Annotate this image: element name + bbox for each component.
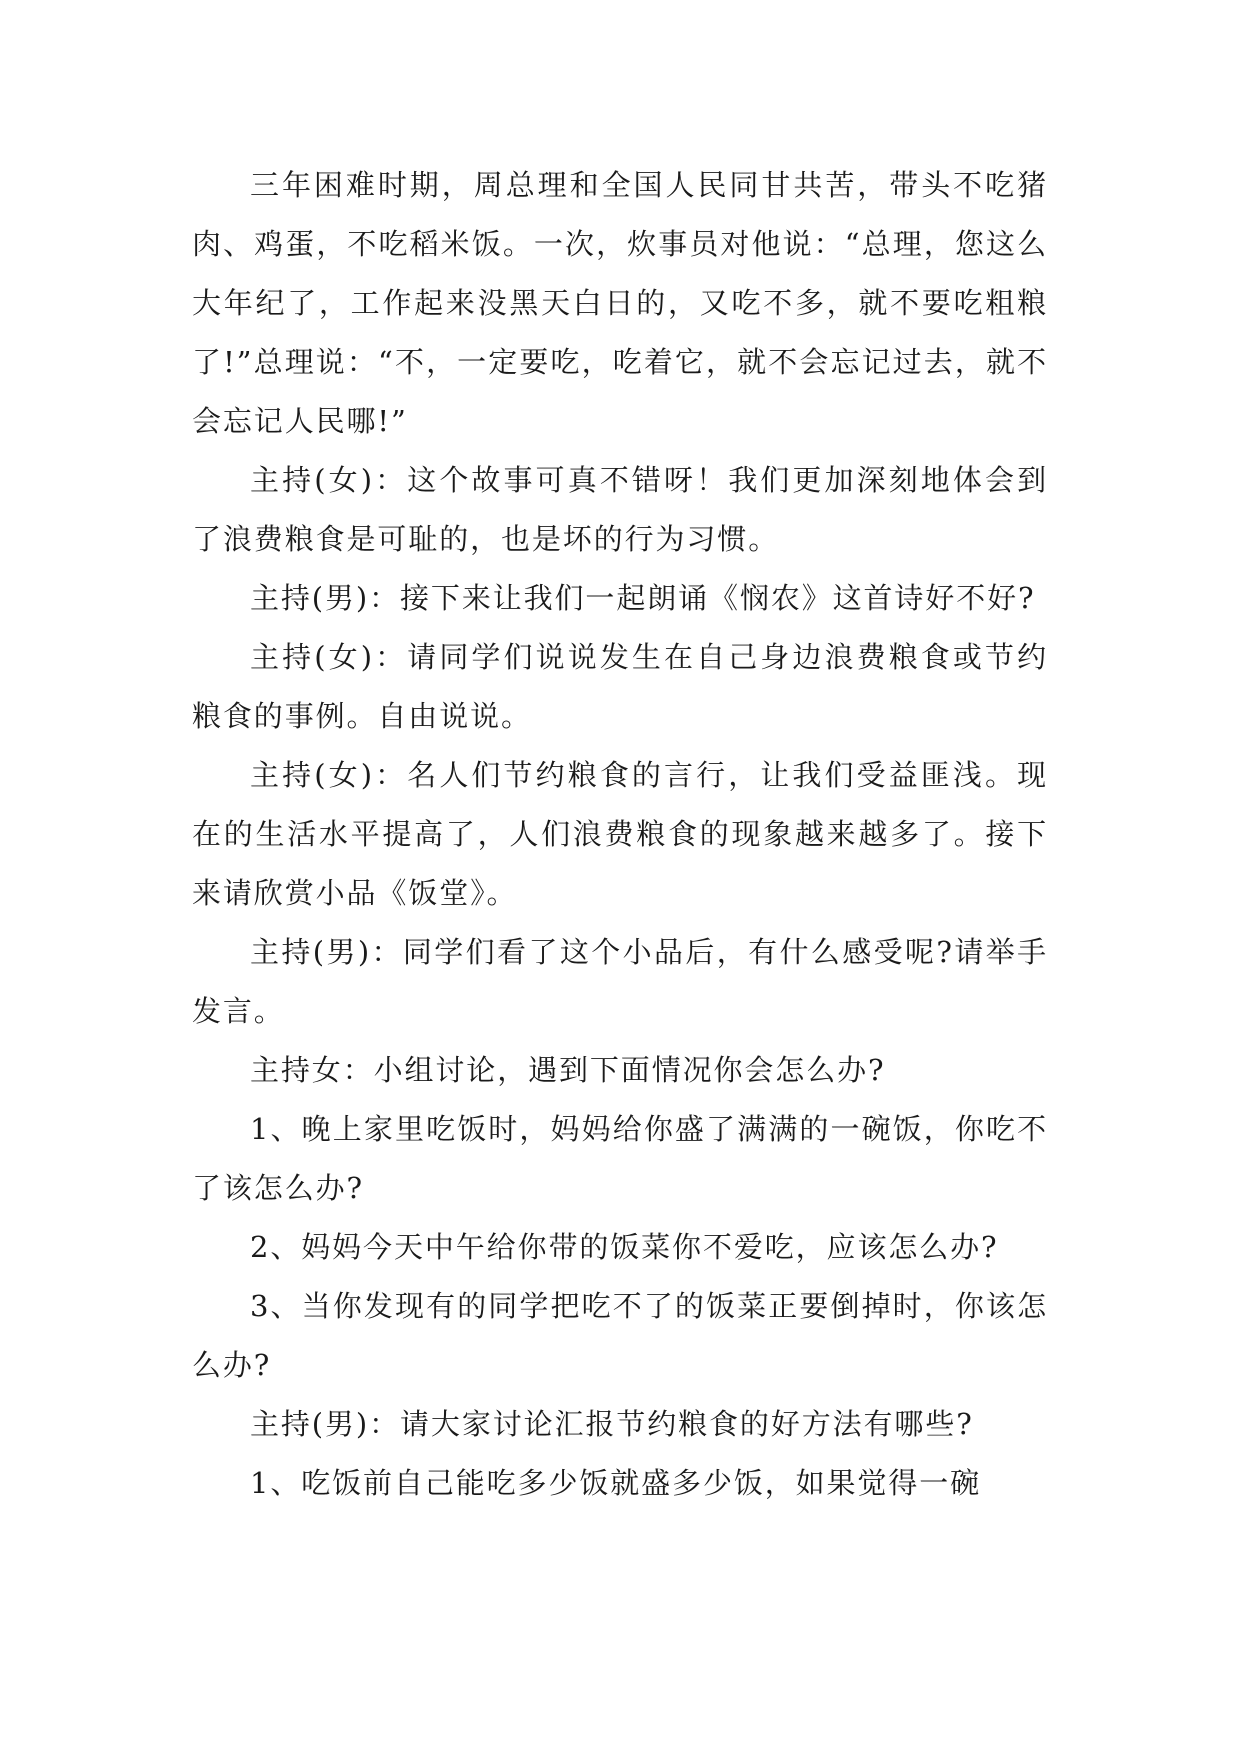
paragraph-host-male-1: 主持(男)：接下来让我们一起朗诵《悯农》这首诗好不好? <box>250 581 1036 615</box>
paragraph-method-1: 1、吃饭前自己能吃多少饭就盛多少饭，如果觉得一碗 <box>250 1466 982 1500</box>
paragraph-host-male-3: 主持(男)：请大家讨论汇报节约粮食的好方法有哪些? <box>250 1407 974 1441</box>
paragraph-host-female-3: 主持(女)：名人们节约粮食的言行，让我们受益匪浅。现在的生活水平提高了，人们浪费粮食的现象越来越多了。接下来请欣赏小品《饭堂》。 <box>192 758 1048 910</box>
paragraph-host-female-1: 主持(女)：这个故事可真不错呀！我们更加深刻地体会到了浪费粮食是可耻的，也是坏的行为习惯。 <box>192 463 1048 556</box>
paragraph-host-female-4: 主持女：小组讨论，遇到下面情况你会怎么办? <box>250 1053 886 1087</box>
document-body <box>192 156 1048 1513</box>
paragraph-question-1: 1、晚上家里吃饭时，妈妈给你盛了满满的一碗饭，你吃不了该怎么办? <box>192 1112 1048 1205</box>
paragraph-host-male-2: 主持(男)：同学们看了这个小品后，有什么感受呢?请举手发言。 <box>192 935 1048 1028</box>
paragraph-host-female-2: 主持(女)：请同学们说说发生在自己身边浪费粮食或节约粮食的事例。自由说说。 <box>192 640 1048 733</box>
paragraph-question-3: 3、当你发现有的同学把吃不了的饭菜正要倒掉时，你该怎么办? <box>192 1289 1048 1382</box>
paragraph-story: 三年困难时期，周总理和全国人民同甘共苦，带头不吃猪肉、鸡蛋，不吃稻米饭。一次，炊事员对他说：“总理，您这么大年纪了，工作起来没黑天白日的，又吃不多，就不要吃粗粮了!”总理说：“不，一定要吃，吃着它，就不会忘记过去，就不会忘记人民哪!” <box>192 168 1048 438</box>
paragraph-question-2: 2、妈妈今天中午给你带的饭菜你不爱吃，应该怎么办? <box>250 1230 999 1264</box>
